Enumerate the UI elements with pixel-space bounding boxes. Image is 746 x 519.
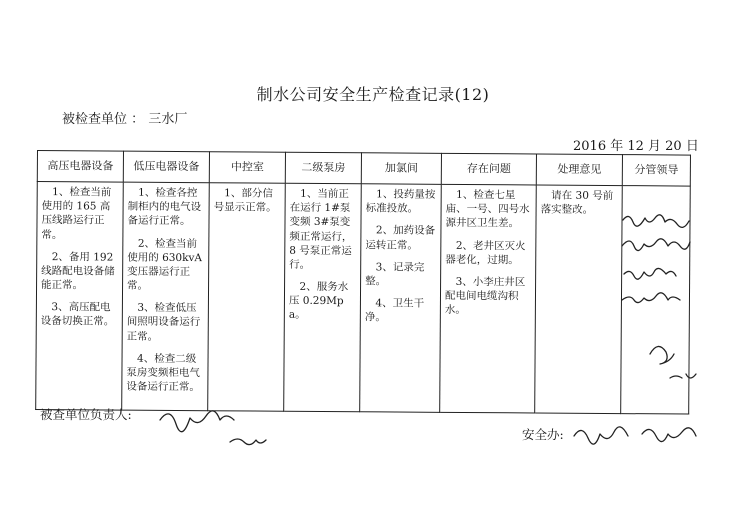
safety-office-label: 安全办: xyxy=(522,427,564,442)
inspected-unit-value: 三水厂 xyxy=(148,112,188,127)
cell-control-room xyxy=(208,183,286,412)
header-control-room: 中控室 xyxy=(209,152,285,184)
cell-existing-problems xyxy=(440,184,537,413)
cell-item: 2、检查当前使用的 630kvA 变压器运行正常。 xyxy=(127,237,203,292)
cell-item: 1、部分信号显示正常。 xyxy=(213,187,277,214)
cell-item: 1、检查七星庙、一号、四号水源井区卫生差。 xyxy=(445,188,530,230)
cell-item: 1、投药量按标准投放。 xyxy=(365,188,436,215)
cell-pump-room xyxy=(284,183,362,412)
header-chlorination-room: 加氯间 xyxy=(361,153,441,185)
safety-office-signature xyxy=(572,420,702,450)
inspection-date: 2016 年 12 月 20 日 xyxy=(573,139,699,154)
cell-item: 1、当前正在运行 1#泵变频 3#泵变频正常运行，8 号泵正常运行。 xyxy=(289,187,353,271)
cell-chlorination-room xyxy=(360,184,442,413)
header-high-voltage: 高压电器设备 xyxy=(37,151,123,183)
cell-item: 3、小李庄井区配电间电缆沟积水。 xyxy=(444,275,526,317)
inspected-unit-label: 被检查单位 xyxy=(62,112,128,127)
responsible-label: 被查单位负责人: xyxy=(40,407,132,422)
cell-high-voltage xyxy=(36,182,124,411)
inspection-table xyxy=(35,150,691,415)
cell-item: 2、备用 192 线路配电设备储能正常。 xyxy=(41,250,115,292)
document-title: 制水公司安全生产检查记录(12) xyxy=(256,85,490,104)
header-low-voltage: 低压电器设备 xyxy=(123,151,209,183)
cell-handling-opinion xyxy=(535,185,623,414)
cell-item: 请在 30 号前落实整改。 xyxy=(540,189,614,217)
header-pump-room: 二级泵房 xyxy=(285,152,361,184)
footer-responsible xyxy=(40,405,132,423)
cell-item: 3、记录完整。 xyxy=(365,261,425,288)
cell-item: 3、高压配电设备切换正常。 xyxy=(40,301,115,328)
footer-safety-office xyxy=(522,425,564,443)
header-row xyxy=(37,151,690,187)
cell-item: 4、卫生干净。 xyxy=(364,297,425,324)
header-existing-problems: 存在问题 xyxy=(441,153,536,185)
content-row xyxy=(36,182,691,415)
cell-item: 4、检查二级泵房变频柜电气设备运行正常。 xyxy=(126,352,200,394)
cell-item: 1、检查各控制柜内的电气设备运行正常。 xyxy=(127,186,202,228)
cell-item: 2、加药设备运转正常。 xyxy=(365,224,436,252)
cell-item: 3、检查低压间照明设备运行正常。 xyxy=(126,301,201,343)
header-leader: 分管领导 xyxy=(622,155,690,186)
cell-item: 2、老井区灭火器老化，过期。 xyxy=(445,239,526,267)
cell-item: 2、服务水压 0.29Mpa。 xyxy=(288,280,349,322)
responsible-signature xyxy=(158,402,268,452)
handwritten-leader-notes xyxy=(618,208,698,388)
cell-item: 1、检查当前使用的 165 高压线路运行正常。 xyxy=(41,186,112,241)
inspected-unit: 被检查单位 ： 三水厂 xyxy=(62,112,188,127)
header-handling-opinion: 处理意见 xyxy=(536,154,622,186)
cell-low-voltage xyxy=(122,182,210,411)
